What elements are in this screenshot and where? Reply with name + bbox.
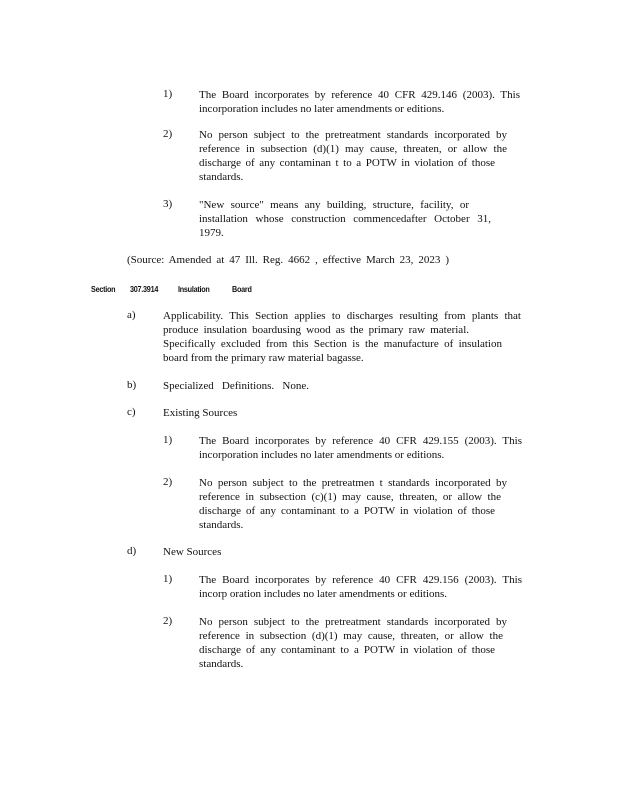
subsection-letter: d) [127,545,137,557]
paragraph: "New source" means any building, structure, facility, or installation whose construction commencedafter October 31, 1979. [199,199,491,239]
subsection-letter: b) [127,379,137,391]
section-number: 307.3914 [130,284,159,294]
subsection-heading: Existing Sources [163,407,238,419]
paragraph: No person subject to the pretreatment standards incorporated by reference in subsection (d)(1) may cause, threaten, or allow the discharge of any contaminant to a POTW in violation of those standards. [199,616,507,670]
paragraph: The Board incorporates by reference 40 CFR 429.155 (2003). This incorporation includes no later amendments or editions. [199,435,522,461]
paragraph: No person subject to the pretreatment standards incorporated by reference in subsection (d)(1) may cause, threaten, or allow the discharge of any contaminan t to a POTW in violation of those standards. [199,129,507,183]
paragraph: The Board incorporates by reference 40 CFR 429.156 (2003). This incorp oration includes no later amendments or editions. [199,574,522,600]
source-note: (Source: Amended at 47 Ill. Reg. 4662 , effective March 23, 2023 ) [127,254,449,266]
subsection-letter: a) [127,309,136,321]
paragraph: The Board incorporates by reference 40 CFR 429.146 (2003). This incorporation includes no later amendments or editions. [199,89,520,115]
subsection-letter: c) [127,406,136,418]
item-number: 1) [163,88,173,100]
subsection-heading: New Sources [163,546,222,558]
item-number: 2) [163,128,173,140]
paragraph: Specialized Definitions. None. [163,380,309,392]
item-number: 3) [163,198,173,210]
item-number: 2) [163,615,173,627]
item-number: 1) [163,573,173,585]
section-title-word: Board [232,284,252,294]
item-number: 2) [163,476,173,488]
item-number: 1) [163,434,173,446]
paragraph: No person subject to the pretreatmen t standards incorporated by reference in subsection (c)(1) may cause, threaten, or allow the discharge of any contaminant to a POTW in violation of those standards. [199,477,507,531]
section-label: Section [91,284,116,294]
paragraph: Applicability. This Section applies to discharges resulting from plants that produce insulation boardusing wood as the primary raw material. Specifically excluded from this Section is the manufacture of insulation board from the primary raw material bagasse. [163,310,521,364]
section-title-word: Insulation [178,284,210,294]
